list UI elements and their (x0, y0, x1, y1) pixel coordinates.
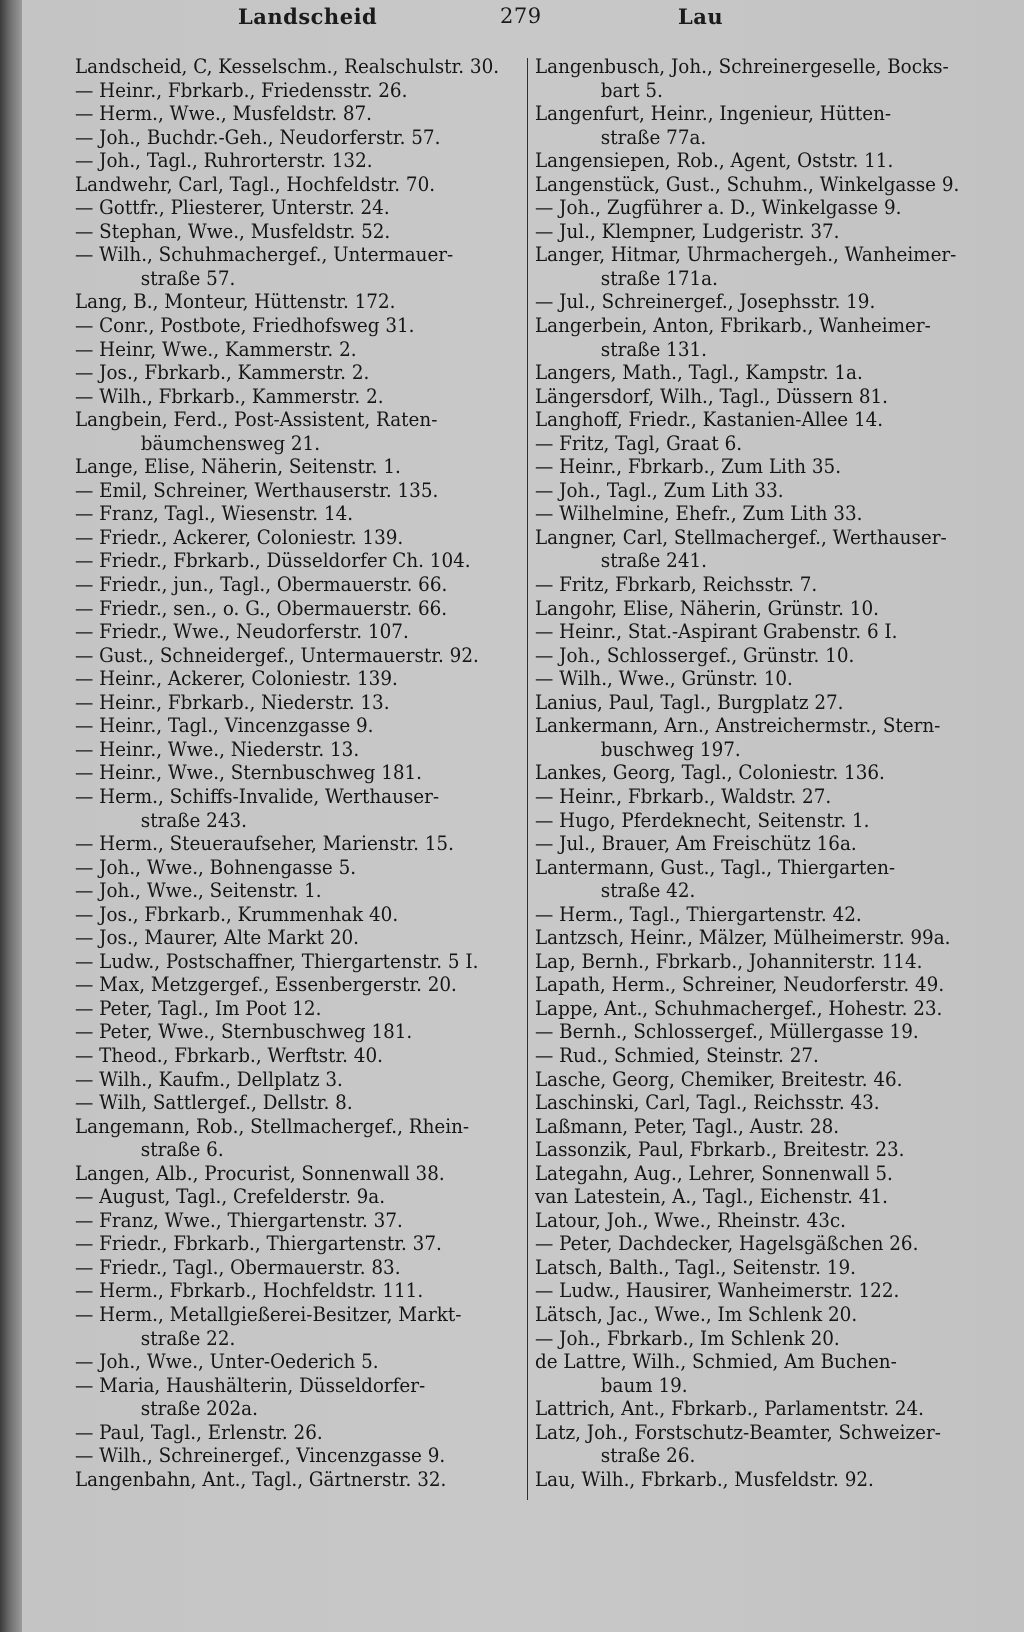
left-entry-line: — Herm., Schiffs-Invalide, Werthauser- (75, 784, 440, 808)
right-entry-line: straße 131. (600, 337, 708, 361)
right-entry-line: Lapath, Herm., Schreiner, Neudorferstr. 49. (535, 973, 945, 997)
right-entry-line: van Latestein, A., Tagl., Eichenstr. 41. (535, 1185, 888, 1209)
left-entry-line: Langen, Alb., Procurist, Sonnenwall 38. (75, 1161, 445, 1185)
right-entry-line: Laßmann, Peter, Tagl., Austr. 28. (535, 1114, 840, 1138)
right-entry-line: Lattrich, Ant., Fbrkarb., Parlamentstr. 24. (535, 1397, 925, 1421)
left-entry-line: straße 57. (140, 266, 236, 290)
left-entry-line: — Wilh., Fbrkarb., Kammerstr. 2. (75, 384, 384, 408)
right-entry-line: — Fritz, Tagl, Graat 6. (535, 431, 743, 455)
left-entry-line: — Wilh., Kaufm., Dellplatz 3. (75, 1067, 343, 1091)
left-column (75, 55, 512, 1491)
left-entry-line: — Gottfr., Pliesterer, Unterstr. 24. (75, 196, 390, 220)
left-entry-line: straße 202a. (140, 1397, 258, 1421)
left-entry-line: — Jos., Maurer, Alte Markt 20. (75, 926, 359, 950)
left-entry-line: — Friedr., sen., o. G., Obermauerstr. 66. (75, 596, 448, 620)
right-entry-line: Lasche, Georg, Chemiker, Breitestr. 46. (535, 1067, 903, 1091)
right-column (535, 55, 983, 1491)
right-entry-line: baum 19. (600, 1373, 688, 1397)
left-entry-line: bäumchensweg 21. (140, 431, 321, 455)
right-entry-line: — Hugo, Pferdeknecht, Seitenstr. 1. (535, 808, 870, 832)
left-entry-line: straße 6. (140, 1138, 224, 1162)
left-entry-line: — Jos., Fbrkarb., Krummenhak 40. (75, 902, 399, 926)
right-entry-line: Langerbein, Anton, Fbrikarb., Wanheimer- (535, 314, 931, 338)
left-entry-line: — Friedr., Tagl., Obermauerstr. 83. (75, 1255, 401, 1279)
right-entry-line: Langenbusch, Joh., Schreinergeselle, Bocks- (535, 55, 949, 78)
left-entry-line: straße 243. (140, 808, 248, 832)
left-entry-line: — Franz, Wwe., Thiergartenstr. 37. (75, 1208, 403, 1232)
left-entry-line: — Heinr., Fbrkarb., Friedensstr. 26. (75, 78, 408, 102)
right-entry-line: Langers, Math., Tagl., Kampstr. 1a. (535, 361, 863, 385)
right-entry-line: Lategahn, Aug., Lehrer, Sonnenwall 5. (535, 1161, 893, 1185)
right-entry-line: — Joh., Fbrkarb., Im Schlenk 20. (535, 1326, 840, 1350)
left-entry-line: Langenbahn, Ant., Tagl., Gärtnerstr. 32. (75, 1467, 447, 1491)
left-entry-line: — Heinr, Wwe., Kammerstr. 2. (75, 337, 357, 361)
left-entry-line: — Theod., Fbrkarb., Werftstr. 40. (75, 1043, 383, 1067)
left-entry-line: — Joh., Tagl., Ruhrorterstr. 132. (75, 149, 373, 173)
left-entry-line: — Jos., Fbrkarb., Kammerstr. 2. (75, 361, 370, 385)
right-entry-line: — Joh., Tagl., Zum Lith 33. (535, 478, 784, 502)
right-entry-line: straße 42. (600, 879, 696, 903)
right-entry-line: straße 241. (600, 549, 708, 573)
right-entry-line: Langner, Carl, Stellmachergef., Werthauser- (535, 525, 947, 549)
right-entry-line: Längersdorf, Wilh., Tagl., Düssern 81. (535, 384, 889, 408)
right-entry-line: Laschinski, Carl, Tagl., Reichsstr. 43. (535, 1091, 880, 1115)
right-entry-line: Latour, Joh., Wwe., Rheinstr. 43c. (535, 1208, 846, 1232)
right-entry-line: Lappe, Ant., Schuhmachergef., Hohestr. 23. (535, 996, 943, 1020)
left-entry-line: — Friedr., Ackerer, Coloniestr. 139. (75, 525, 404, 549)
right-entry-line: buschweg 197. (600, 737, 741, 761)
right-entry-line: Langhoff, Friedr., Kastanien-Allee 14. (535, 408, 884, 432)
left-entry-line: — Friedr., Wwe., Neudorferstr. 107. (75, 620, 409, 644)
right-entry-line: — Heinr., Stat.-Aspirant Grabenstr. 6 I. (535, 620, 898, 644)
left-entry-line: — Herm., Wwe., Musfeldstr. 87. (75, 102, 373, 126)
right-entry-line: Latsch, Balth., Tagl., Seitenstr. 19. (535, 1255, 856, 1279)
right-entry-line: — Heinr., Fbrkarb., Waldstr. 27. (535, 784, 832, 808)
left-entry-line: — Emil, Schreiner, Werthauserstr. 135. (75, 478, 439, 502)
right-entry-line: Lantermann, Gust., Tagl., Thiergarten- (535, 855, 896, 879)
right-entry-line: Lankes, Georg, Tagl., Coloniestr. 136. (535, 761, 885, 785)
left-entry-line: — Friedr., Fbrkarb., Thiergartenstr. 37. (75, 1232, 442, 1256)
left-entry-line: — Paul, Tagl., Erlenstr. 26. (75, 1420, 323, 1444)
right-entry-line: bart 5. (600, 78, 663, 102)
left-entry-line: — Stephan, Wwe., Musfeldstr. 52. (75, 219, 391, 243)
right-entry-line: Lantzsch, Heinr., Mälzer, Mülheimerstr. 99a. (535, 926, 951, 950)
left-entry-line: — Peter, Tagl., Im Poot 12. (75, 996, 322, 1020)
left-entry-line: Lange, Elise, Näherin, Seitenstr. 1. (75, 455, 401, 479)
left-entry-line: — Wilh., Schuhmachergef., Untermauer- (75, 243, 454, 267)
left-entry-line: — Heinr., Fbrkarb., Niederstr. 13. (75, 690, 390, 714)
left-entry-line: — Herm., Fbrkarb., Hochfeldstr. 111. (75, 1279, 424, 1303)
left-entry-line: — Peter, Wwe., Sternbuschweg 181. (75, 1020, 413, 1044)
right-entry-line: Lankermann, Arn., Anstreichermstr., Stern- (535, 714, 941, 738)
right-entry-line: Lau, Wilh., Fbrkarb., Musfeldstr. 92. (535, 1467, 874, 1491)
right-entry-line: — Jul., Brauer, Am Freischütz 16a. (535, 832, 857, 856)
left-entry-line: — Wilh, Sattlergef., Dellstr. 8. (75, 1091, 353, 1115)
left-entry-line: — Joh., Buchdr.-Geh., Neudorferstr. 57. (75, 125, 441, 149)
right-entry-line: — Ludw., Hausirer, Wanheimerstr. 122. (535, 1279, 900, 1303)
left-entry-line: — Herm., Steueraufseher, Marienstr. 15. (75, 832, 454, 856)
right-entry-line: Latz, Joh., Forstschutz-Beamter, Schweizer- (535, 1420, 941, 1444)
left-entry-line: — Herm., Metallgießerei-Besitzer, Markt- (75, 1302, 462, 1326)
left-entry-line: — Gust., Schneidergef., Untermauerstr. 92. (75, 643, 479, 667)
left-entry-line: Landwehr, Carl, Tagl., Hochfeldstr. 70. (75, 172, 436, 196)
right-entry-line: — Joh., Schlossergef., Grünstr. 10. (535, 643, 855, 667)
right-entry-line: Lanius, Paul, Tagl., Burgplatz 27. (535, 690, 844, 714)
right-entry-line: — Heinr., Fbrkarb., Zum Lith 35. (535, 455, 842, 479)
right-entry-line: Langenfurt, Heinr., Ingenieur, Hütten- (535, 102, 892, 126)
right-entry-line: — Herm., Tagl., Thiergartenstr. 42. (535, 902, 862, 926)
left-entry-line: — Ludw., Postschaffner, Thiergartenstr. 5 I. (75, 949, 479, 973)
right-entry-line: Lätsch, Jac., Wwe., Im Schlenk 20. (535, 1302, 858, 1326)
right-entry-line: — Wilhelmine, Ehefr., Zum Lith 33. (535, 502, 863, 526)
right-entry-line: — Peter, Dachdecker, Hagelsgäßchen 26. (535, 1232, 919, 1256)
right-entry-line: Langohr, Elise, Näherin, Grünstr. 10. (535, 596, 879, 620)
right-entry-line: — Jul., Schreinergef., Josephsstr. 19. (535, 290, 876, 314)
left-entry-line: — Joh., Wwe., Unter-Oederich 5. (75, 1350, 379, 1374)
header-last-name: Lau (678, 4, 724, 29)
left-entry-line: — Heinr., Ackerer, Coloniestr. 139. (75, 667, 398, 691)
right-entry-line: — Jul., Klempner, Ludgeristr. 37. (535, 219, 840, 243)
left-entry-line: — Friedr., Fbrkarb., Düsseldorfer Ch. 104. (75, 549, 471, 573)
right-entry-line: — Fritz, Fbrkarb, Reichsstr. 7. (535, 573, 818, 597)
left-entry-line: — Joh., Wwe., Bohnengasse 5. (75, 855, 357, 879)
right-entry-line: de Lattre, Wilh., Schmied, Am Buchen- (535, 1350, 897, 1374)
left-entry-line: Langbein, Ferd., Post-Assistent, Raten- (75, 408, 438, 432)
header-first-name: Landscheid (238, 4, 378, 29)
left-entry-line: — Conr., Postbote, Friedhofsweg 31. (75, 314, 415, 338)
right-entry-line: — Rud., Schmied, Steinstr. 27. (535, 1043, 819, 1067)
right-entry-line: Langenstück, Gust., Schuhm., Winkelgasse 9. (535, 172, 960, 196)
right-entry-line: straße 77a. (600, 125, 707, 149)
right-entry-line: straße 26. (600, 1444, 696, 1468)
right-entry-line: Lap, Bernh., Fbrkarb., Johanniterstr. 114. (535, 949, 923, 973)
right-entry-line: — Bernh., Schlossergef., Müllergasse 19. (535, 1020, 919, 1044)
left-entry-line: — Franz, Tagl., Wiesenstr. 14. (75, 502, 354, 526)
left-entry-line: Landscheid, C, Kesselschm., Realschulstr. 30. (75, 55, 500, 78)
left-entry-line: — Heinr., Wwe., Niederstr. 13. (75, 737, 360, 761)
left-entry-line: — Wilh., Schreinergef., Vincenzgasse 9. (75, 1444, 446, 1468)
left-entry-line: — Friedr., jun., Tagl., Obermauerstr. 66. (75, 573, 448, 597)
right-entry-line: Lassonzik, Paul, Fbrkarb., Breitestr. 23. (535, 1138, 905, 1162)
right-entry-line: — Joh., Zugführer a. D., Winkelgasse 9. (535, 196, 902, 220)
left-entry-line: — Joh., Wwe., Seitenstr. 1. (75, 879, 322, 903)
page-number: 279 (500, 4, 542, 28)
column-divider (527, 58, 528, 1500)
page-gutter-shadow (0, 0, 22, 1632)
left-entry-line: Lang, B., Monteur, Hüttenstr. 172. (75, 290, 396, 314)
right-entry-line: Langensiepen, Rob., Agent, Oststr. 11. (535, 149, 894, 173)
left-entry-line: straße 22. (140, 1326, 236, 1350)
left-entry-line: — August, Tagl., Crefelderstr. 9a. (75, 1185, 386, 1209)
left-entry-line: — Heinr., Tagl., Vincenzgasse 9. (75, 714, 374, 738)
left-entry-line: — Max, Metzgergef., Essenbergerstr. 20. (75, 973, 457, 997)
left-entry-line: Langemann, Rob., Stellmachergef., Rhein- (75, 1114, 470, 1138)
right-entry-line: — Wilh., Wwe., Grünstr. 10. (535, 667, 793, 691)
right-entry-line: straße 171a. (600, 266, 718, 290)
left-entry-line: — Heinr., Wwe., Sternbuschweg 181. (75, 761, 423, 785)
right-entry-line: Langer, Hitmar, Uhrmachergeh., Wanheimer- (535, 243, 957, 267)
left-entry-line: — Maria, Haushälterin, Düsseldorfer- (75, 1373, 426, 1397)
